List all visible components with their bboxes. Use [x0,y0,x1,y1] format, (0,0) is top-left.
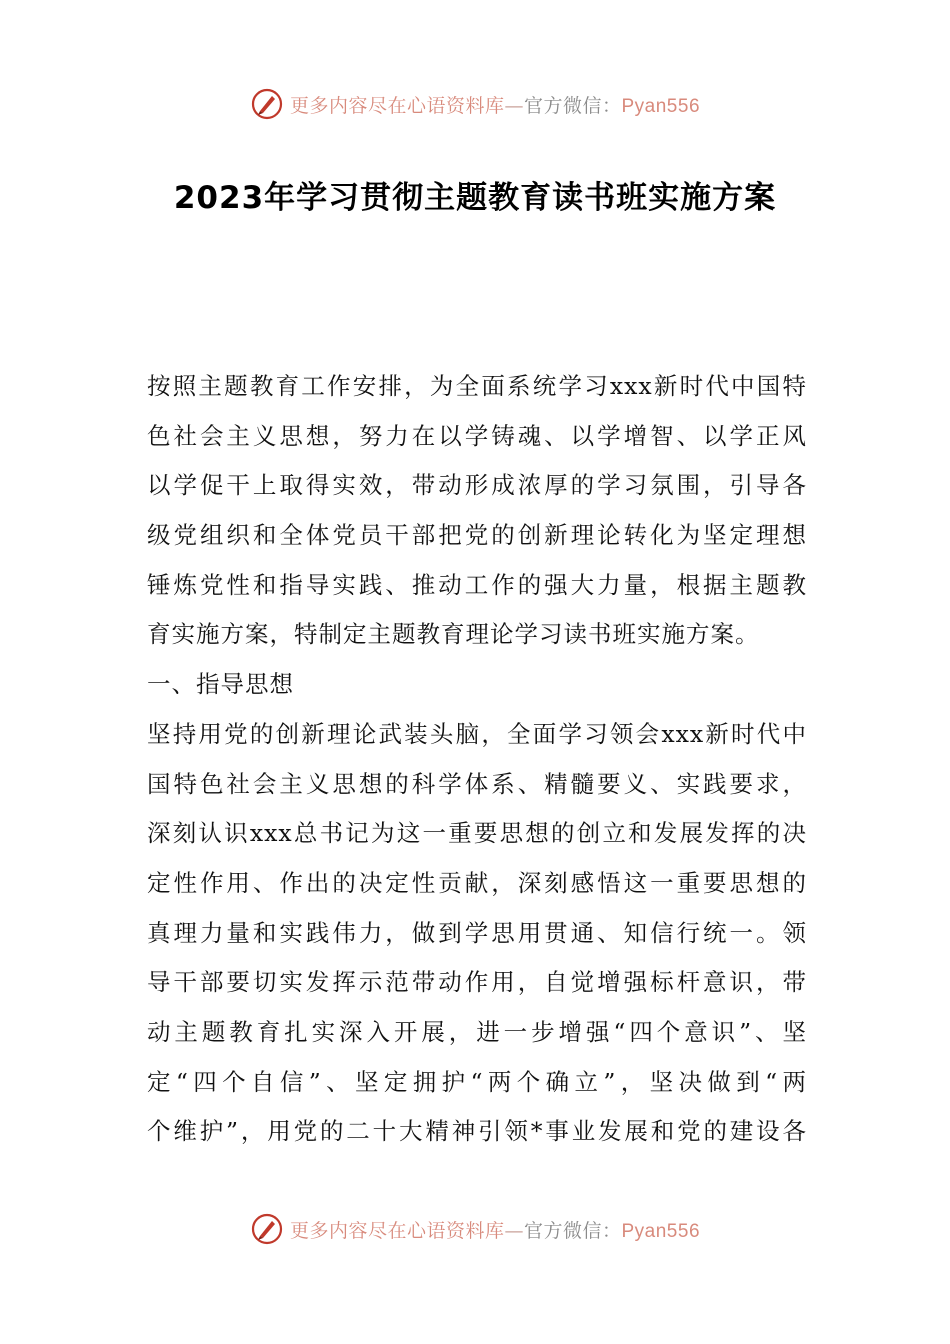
body-line: 定“四个自信”、坚定拥护“两个确立”，坚决做到“两 [147,1067,807,1096]
watermark-wechat-id: Pyan556 [621,95,701,117]
watermark-brand: 更多内容尽在心语资料库 [289,1219,505,1242]
watermark-text [290,91,700,118]
body-line: 个维护”，用党的二十大精神引领*事业发展和党的建设各 [147,1117,807,1146]
pen-logo-icon [250,87,284,121]
body-line: 按照主题教育工作安排，为全面系统学习xxx新时代中国特 [147,372,807,400]
body-line: 坚持用党的创新理论武装头脑，全面学习领会xxx新时代中 [147,719,807,748]
body-line: 国特色社会主义思想的科学体系、精髓要义、实践要求， [147,769,807,798]
body-line: 定性作用、作出的决定性贡献，深刻感悟这一重要思想的 [147,868,807,897]
body-line: 导干部要切实发挥示范带动作用，自觉增强标杆意识，带 [147,968,807,997]
body-line: 级党组织和全体党员干部把党的创新理论转化为坚定理想 [147,521,807,550]
watermark-dash: — [504,1219,524,1242]
body-line: 色社会主义思想，努力在以学铸魂、以学增智、以学正风 [147,421,807,450]
section-heading: 一、指导思想 [147,670,294,699]
watermark-text [290,1216,700,1243]
body-line: 以学促干上取得实效，带动形成浓厚的学习氛围，引导各 [147,471,807,500]
footer-watermark [0,1209,950,1249]
pen-logo-icon [250,1212,284,1246]
watermark-brand: 更多内容尽在心语资料库 [289,94,505,117]
watermark-dash: — [504,94,524,117]
header-watermark [0,84,950,124]
watermark-official: 官方微信： [523,94,622,117]
document-title: 2023年学习贯彻主题教育读书班实施方案 [173,180,777,216]
watermark-wechat-id: Pyan556 [621,1220,701,1242]
body-line: 锤炼党性和指导实践、推动工作的强大力量，根据主题教 [147,570,807,599]
body-line: 深刻认识xxx总书记为这一重要思想的创立和发展发挥的决 [147,819,807,848]
body-line: 育实施方案，特制定主题教育理论学习读书班实施方案。 [147,620,760,649]
body-line: 动主题教育扎实深入开展，进一步增强“四个意识”、坚 [147,1017,807,1046]
watermark-official: 官方微信： [523,1219,622,1242]
document-body [147,362,807,1157]
body-line: 真理力量和实践伟力，做到学思用贯通、知信行统一。领 [147,918,807,947]
